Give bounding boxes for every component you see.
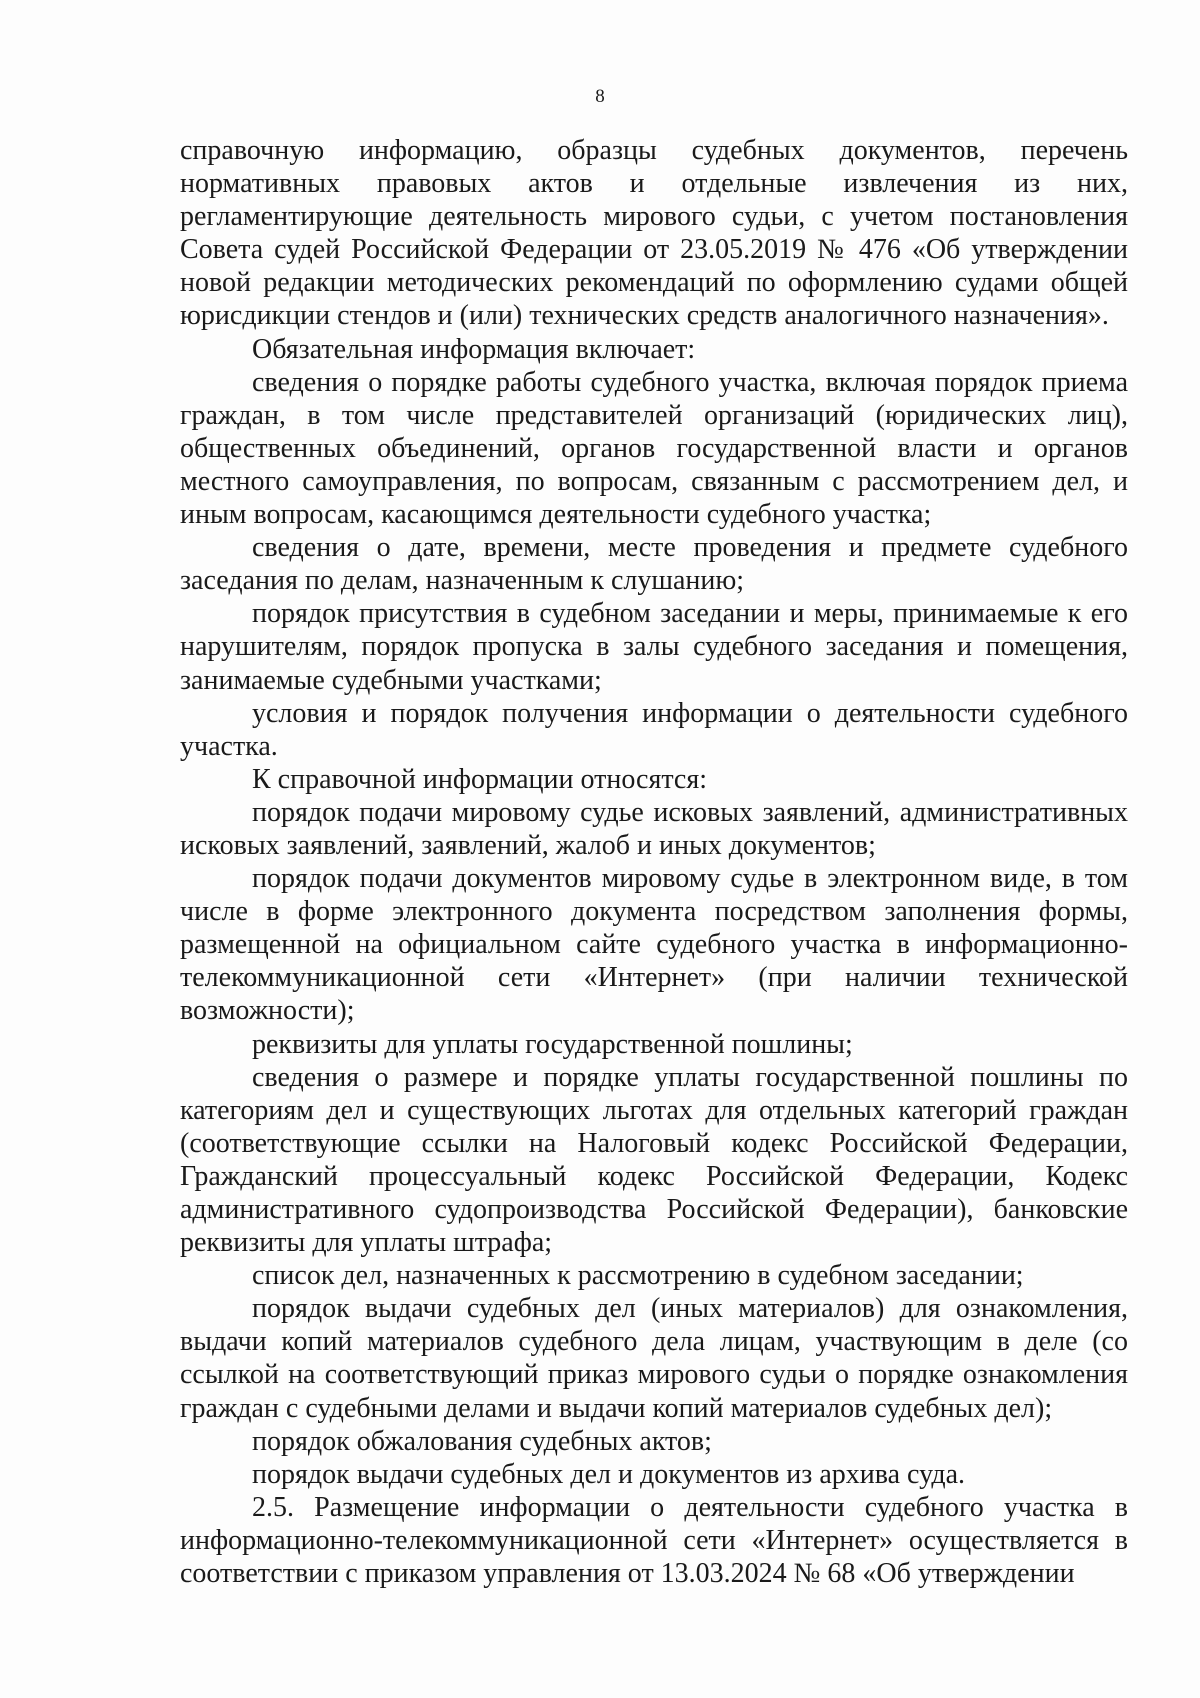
document-body [180, 134, 1128, 1590]
paragraph-case-list: список дел, назначенных к рассмотрению в судебном заседании; [252, 1260, 1024, 1292]
paragraph-hearing-info: сведения о дате, времени, месте проведения и предмете судебного заседания по делам, назначенным к слушанию; [180, 532, 1128, 597]
paragraph-attendance-order: порядок присутствия в судебном заседании и меры, принимаемые к его нарушителям, порядок пропуска в залы судебного заседания и помещения, занимаемые судебными участками; [180, 598, 1128, 696]
page-number: 8 [595, 86, 605, 107]
paragraph-work-order: сведения о порядке работы судебного участка, включая порядок приема граждан, в том числе представителей организаций (юридических лиц), общественных объединений, органов государственной власти и органов местного самоуправления, по вопросам, связанным с рассмотрением дел, и иным вопросам, касающимся деятельности судебного участка; [180, 366, 1128, 531]
paragraph-fee-details: реквизиты для уплаты государственной пошлины; [252, 1028, 853, 1060]
paragraph-info-conditions: условия и порядок получения информации о деятельности судебного участка. [180, 697, 1128, 762]
paragraph-archive-issuance: порядок выдачи судебных дел и документов из архива суда. [252, 1458, 966, 1490]
paragraph-electronic-filing: порядок подачи документов мировому судье в электронном виде, в том числе в форме электронного документа посредством заполнения формы, размещенной на официальном сайте судебного участка в информационно-телекоммуникационной сети «Интернет» (при наличии технической возможности); [180, 863, 1128, 1027]
paragraph-continuation: справочную информацию, образцы судебных документов, перечень нормативных правовых актов и отдельные извлечения из них, регламентирующие деятельность мирового судьи, с учетом постановления Совета судей Российской Федерации от 23.05.2019 № 476 «Об утверждении новой редакции методических рекомендаций по оформлению судами общей юрисдикции стендов и (или) технических средств аналогичного назначения». [180, 135, 1128, 332]
paragraph-case-issuance: порядок выдачи судебных дел (иных материалов) для ознакомления, выдачи копий материалов судебного дела лицам, участвующим в деле (со ссылкой на соответствующий приказ мирового судьи о порядке ознакомления граждан с судебными делами и выдачи копий материалов судебных дел); [180, 1293, 1128, 1424]
paragraph-reference-info-heading: К справочной информации относятся: [252, 763, 707, 795]
paragraph-appeal-order: порядок обжалования судебных актов; [252, 1425, 712, 1457]
paragraph-mandatory-info-heading: Обязательная информация включает: [252, 333, 696, 365]
paragraph-fee-amount: сведения о размере и порядке уплаты государственной пошлины по категориям дел и существующих льготах для отдельных категорий граждан (соответствующие ссылки на Налоговый кодекс Российской Федерации, Гражданский процессуальный кодекс Российской Федерации, Кодекс административного судопроизводства Российской Федерации), банковские реквизиты для уплаты штрафа; [180, 1061, 1128, 1259]
paragraph-filing-order: порядок подачи мировому судье исковых заявлений, административных исковых заявлений, заявлений, жалоб и иных документов; [180, 796, 1128, 861]
paragraph-section-2-5: 2.5. Размещение информации о деятельности судебного участка в информационно-телекоммуникационной сети «Интернет» осуществляется в соответствии с приказом управления от 13.03.2024 № 68 «Об утверждении [180, 1491, 1128, 1590]
